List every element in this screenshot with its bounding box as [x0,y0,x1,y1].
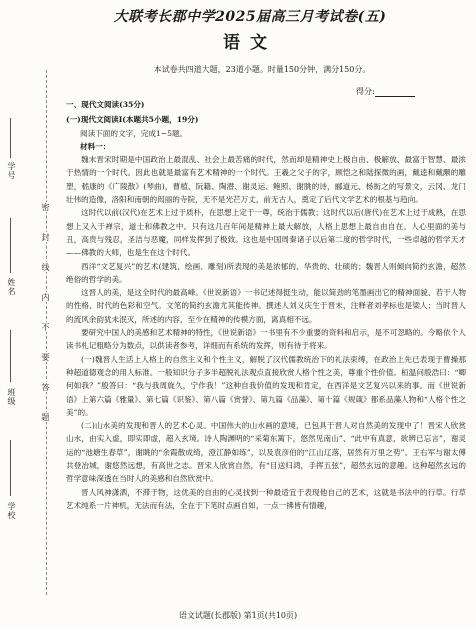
passage-paragraph: 西洋“文艺复兴”的艺术(建筑、绘画、雕刻)所表现的美是浓郁的、华贵的、壮硕的；魏晋人则倾向简约玄澹，超然绝俗的哲学的美。 [66,261,466,284]
page-footer: 语文试题(长郡版) 第1页(共10页) [178,611,298,620]
school-blank [10,440,11,496]
seal-char: 线 [41,263,50,271]
seal-line [46,70,47,595]
field-student-id-label: 学号 [7,162,16,180]
exam-title: 大联考长郡中学2025届高三月考试卷(五) [113,9,387,25]
seal-char: 要 [41,353,50,361]
name-blank [10,218,11,273]
score-blank [375,87,415,97]
passage-paragraph: (二)山水美的发现和晋人的艺术心灵。中国伟大的山水画的意境，已包具于晋人对自然美的发现中了！晋宋人欣赏山水，由实入虚，即实即虚，超入玄境。诗人陶渊明的“采菊东篱下，悠然见南山”、“此中有真意，欲辨已忘言”，谢灵运的“池塘生春草”，谢眺的“余霞散成绮，澄江静如练”，以及袁彦伯的“江山辽落，居然有万里之势”。王右军与谢太傅共登冶城，谢悠然远想，有高世之志。晋宋人欣赏自然，有“目送归鸿，手挥五弦”，超然玄远的意趣。这种超然玄远的哲学意味深透在当时人的美感和自然欣赏中。 [66,421,466,484]
score-field [356,86,415,97]
seal-char: 不 [41,323,50,331]
seal-char: 密 [41,203,50,211]
subject-title: 语文 [223,33,277,53]
seal-char: 封 [41,233,50,241]
field-school-label: 学校 [7,502,16,520]
seal-char: 内 [41,293,50,301]
material-label: 材料一： [80,141,111,151]
class-blank [10,330,11,382]
exam-instructions: 本试卷共四道大题，23道小题。时量150分钟，满分150分。 [153,65,371,74]
passage-paragraph: 要研究中国人的美感和艺术精神的特性，《世说新语》一书里有不少重要的资料和启示，是不可忽略的。今略依个人读书札记粗略分为数点，以供读者参考，详细而有系统的发挥，则有待于将来。 [66,328,466,351]
seal-char: 答 [41,383,50,391]
student-id-blank [10,118,11,158]
field-class-label: 班级 [7,388,16,406]
passage-paragraph: 这时代以前(汉代)在艺术上过于质朴，在思想上定于一尊，统治于儒教；这时代以后(唐代)在艺术上过于成熟，在思想上又入于禅宗，道士和佛教之中。只有这几百年间是精神上最大解放，人格上思想上最自由自在。人心里面的美与丑，高贵与残忍，圣洁与恶魔，同样发挥到了极致。这也是中国周秦诸子以后第二度的哲学时代，一些卓越的哲学天才——佛教的大师，也是生在这个时代。 [66,208,466,258]
reading-instruction: 阅读下面的文字，完成1~5题。 [80,128,188,138]
binding-margin [0,0,60,629]
section-heading: 一、现代文阅读(35分) [66,100,145,109]
field-name-label: 姓名 [7,278,16,296]
passage-paragraph: (一)魏晋人生活上人格上的自然主义和个性主义，解脱了汉代儒教统治下的礼法束缚，在政治上先已表现于曹操那种超道德观念的用人标准。一般知识分子多半超脱礼法观点直接欣赏人格个性之美，尊重个性价值。桓温问殷浩曰：“卿何如我？”殷答曰：“我与我周旋久，宁作我！”这种自我价值的发现和肯定，在西洋是文艺复兴以来的事。而《世说新语》上第六篇《雅量》、第七篇《识鉴》、第八篇《赏誉》、第九篇《品藻》、第十篇《规箴》都系品藻人物和“人格个性之美”的。 [66,354,466,417]
passage-paragraph: 晋人风神潇洒，不滞于物，这优美的自由的心灵找到一种最适宜于表现他自己的艺术，这就是书法中的行草。行草艺术纯系一片神机，无法而有法，全在于下笔时点画自如，一点一拂皆有情趣， [66,487,466,510]
score-label: 得分: [356,87,375,96]
passage-paragraph: 魏末晋宋时期是中国政治上最混乱、社会上最苦痛的时代，然而却是精神史上极自由、极解放、最富于智慧、最浓于热情的一个时代。因此也就是最富有艺术精神的一个时代。王羲之父子的字，顾恺之和陆探微的画，戴逵和戴颙的雕塑，嵇康的《广陵散》(琴曲)，曹植、阮籍、陶潜、谢灵运、鲍照、谢朓的诗，郦道元、杨衒之的写景文，云冈、龙门壮伟的造像，洛阳和南朝的闳丽的寺院，无不是光芒万丈，前无古人，奠定了后代文学艺术的根基与趋向。 [66,155,466,205]
subsection-heading: (一)现代文阅读Ⅰ(本题共5小题，19分) [66,115,199,125]
seal-char: 题 [41,413,50,421]
passage-paragraph: 这晋人的美，是这全时代的最高峰。《世说新语》一书记述得挺生动，能以简劲的笔墨画出它的精神面貌、若干人物的性格、时代的色彩和空气。文笔的简约玄澹尤其能传神。撰述人刘义庆生于晋末，注释者刘孝标也是梁人；当时晋人的流风余韵犹未泯灭，所述的内容，至少在精神的传模方面，离真相不远。 [66,288,466,324]
question-content [66,98,466,512]
